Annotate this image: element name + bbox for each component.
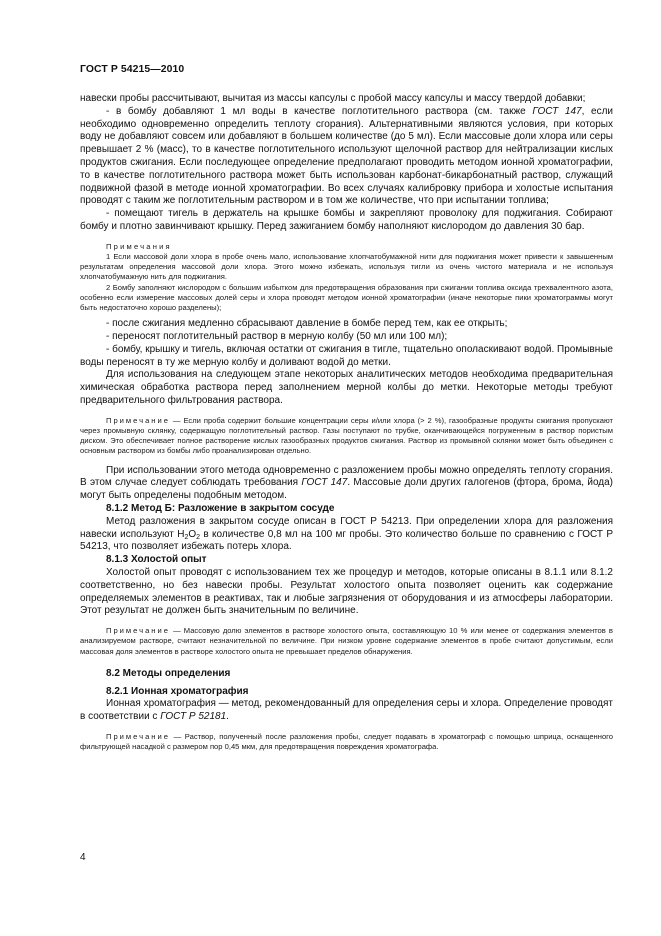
- notes-heading: Примечания: [106, 241, 172, 251]
- note-5-text: — Раствор, полученный после разложения пробы, следует подавать в хроматограф с помощью шприца, оснащенного фильтрующей насадкой с размером пор 0,45 мкм, для предотвращения повреждения хроматографа.: [80, 731, 613, 752]
- paragraph-rinse-bomb: - бомбу, крышку и тигель, включая остатки от сжигания в тигле, тщательно ополаскивают водой. Промывные воды переносят в ту же мерную колбу и доливают водой до метки.: [80, 343, 613, 368]
- paragraph-absorbing-solution: - в бомбу добавляют 1 мл воды в качестве поглотительного раствора (см. также ГОСТ 147, если необходимо одновременно определить теплоту сгорания). Альтернативными являются условия, при которых воду не добавляют совсем или добавляют в большем количестве (до 5 мл). Если массовые доли хлора или серы превышает 2 % (масс), то в качестве поглотительного используют щелочной раствор для нейтрализации кислых продуктов сжигания. Если последующее определение предполагают проводить методом ионной хроматографии, то в качестве поглотительного раствора может быть использован карбонат-бикарбонатный раствор, служащий подвижной фазой в методе ионной хроматографии. Во всех случаях калибровку прибора и холостые испытания проводят с таким же поглотительным раствором и в том же количестве, что при испытании топлива;: [80, 105, 613, 207]
- note-4: [80, 626, 613, 657]
- page-number: 4: [80, 852, 86, 863]
- note-3-label: Примечание: [106, 415, 170, 425]
- paragraph-closed-vessel: Метод разложения в закрытом сосуде описан в ГОСТ Р 54213. При определении хлора для разложения навески используют $H_2O_2$ в количестве 0,8 мл на 100 мг пробы. Это количество больше по сравнению с ГОСТ Р 54213, что позволяет избежать потерь хлора.: [80, 515, 613, 553]
- note-4-label: Примечание: [106, 626, 170, 636]
- heading-8-2: 8.2 Методы определения: [106, 667, 231, 679]
- paragraph-blank-test: Холостой опыт проводят с использованием тех же процедур и методов, которые описаны в 8.1.1 или 8.1.2 соответственно, но без навески пробы. Результат холостого опыта позволяет оценить как содержание определяемых элементов в реактивах, так и любые загрязнения от оборудования и из атмосферы лаборатории. Этот результат не должен быть значительным по величине.: [80, 566, 613, 617]
- note-3: [80, 416, 613, 457]
- heading-8-1-2: 8.1.2 Метод Б: Разложение в закрытом сосуде: [106, 502, 335, 514]
- paragraph-sample-mass: навески пробы рассчитывают, вычитая из массы капсулы с пробой массу капсулы и массу твердой добавки;: [80, 93, 586, 104]
- paragraph-release-pressure: - после сжигания медленно сбрасывают давление в бомбе перед тем, как ее открыть;: [106, 318, 508, 330]
- paragraph-pretreatment: Для использования на следующем этапе некоторых аналитических методов необходима предварительная химическая обработка раствора перед заполнением мерной колбы до метки. Некоторые методы требуют предварительного фильтрования раствора.: [80, 369, 613, 406]
- note-2: 2 Бомбу заполняют кислородом с большим избытком для предотвращения образования при сжигании топлива оксида трехвалентного азота, особенно если измерение массовых долей серы и хлора проводят методом ионной хроматографии (иначе некоторые пики хроматограммы могут быть недостаточно хорошо разделены);: [80, 282, 613, 312]
- note-5-label: Примечание: [106, 731, 170, 741]
- note-4-text: — Массовую долю элементов в растворе холостого опыта, составляющую 10 % или менее от содержания элементов в анализируемом растворе, считают незначительной по величине. При низком уровне содержание элементов в пробе считают допустимым, если массовая доля элементов в растворе холостого опыта не превышает пределов обнаружения.: [80, 626, 613, 656]
- paragraph-heat-of-combustion: При использовании этого метода одновременно с разложением пробы можно определять теплоту сгорания. В этом случае следует соблюдать требования ГОСТ 147. Массовые доли других галогенов (фтора, брома, йода) могут быть определены подобным методом.: [80, 464, 614, 502]
- paragraph-transfer-solution: - переносят поглотительный раствор в мерную колбу (50 мл или 100 мл);: [106, 330, 448, 342]
- document-header: ГОСТ Р 54215—2010: [80, 64, 185, 75]
- note-1: 1 Если массовой доли хлора в пробе очень мало, использование хлопчатобумажной нити для поджигания может привести к завышенным результатам определения массовой доли хлора. Этого можно избежать, используя тигли из очень чистого материала и не используя хлопчатобумажную нить для поджигания.: [80, 251, 613, 282]
- note-3-text: — Если проба содержит большие концентрации серы и/или хлора (> 2 %), газообразные продукты сжигания пропускают через промывную склянку, содержащую поглотительный раствор. Газы поступают по трубке, оканчивающейся погруженным в раствор пористым диском. Это обеспечивает полное растворение кислых газообразных продуктов сжигания. Раствор из промывной склянки может быть объединен с основным раствором из бомбы либо проанализирован отдельно.: [80, 415, 613, 456]
- paragraph-crucible-holder: - помещают тигель в держатель на крышке бомбы и закрепляют проволоку для поджигания. Собирают бомбу и плотно завинчивают крышку. Перед зажиганием бомбу наполняют кислородом до давления 30 бар.: [80, 208, 613, 232]
- heading-8-2-1: 8.2.1 Ионная хроматография: [106, 685, 249, 697]
- paragraph-ion-chromatography: Ионная хроматография — метод, рекомендованный для определения серы и хлора. Определение проводят в соответствии с ГОСТ Р 52181.: [80, 698, 613, 723]
- heading-8-1-3: 8.1.3 Холостой опыт: [106, 554, 207, 566]
- page-content: [80, 93, 613, 752]
- note-5: [80, 732, 613, 752]
